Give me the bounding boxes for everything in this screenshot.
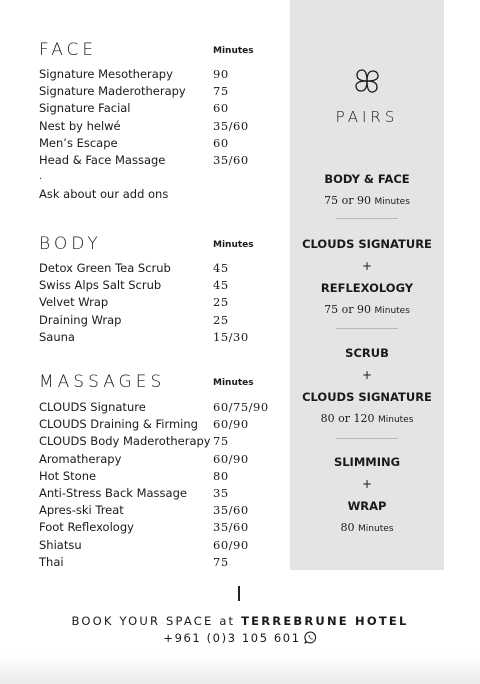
package-duration: 80 or 120 Minutes [320,412,414,425]
massages-list [39,400,299,572]
massages-title: MASSAGES [39,372,166,392]
plus-sign: + [361,259,373,273]
treatment-minutes: 35 [213,485,229,500]
treatment-minutes: 35/60 [213,503,249,518]
list-item [39,67,299,84]
treatment-minutes: 60 [213,101,229,116]
treatment-minutes: 60 [213,135,229,150]
list-item [39,278,299,295]
package-duration: 80 Minutes [340,521,394,534]
divider [336,328,398,329]
treatment-minutes: 80 [213,468,229,483]
treatment-minutes: 60/90 [213,537,249,552]
list-item [39,261,299,278]
face-title: FACE [39,40,98,60]
add-ons-note: Ask about our add ons [39,187,169,201]
whatsapp-icon[interactable] [304,631,317,644]
plus-sign: + [361,477,373,491]
vertical-separator [238,586,240,601]
treatment-minutes: 45 [213,278,229,293]
list-item [39,119,299,136]
booking-text: BOOK YOUR SPACE at [71,614,236,628]
treatment-name: Detox Green Tea Scrub [39,261,171,275]
plus-sign: + [361,368,373,382]
package-name: SCRUB [345,346,389,360]
treatment-name: Nest by helwé [39,118,121,133]
body-title: BODY [39,234,102,254]
treatment-minutes: 75 [213,434,229,449]
list-item [39,503,299,520]
treatment-name: Velvet Wrap [39,295,109,310]
list-item [39,486,299,503]
clover-icon [353,67,381,95]
treatment-name: CLOUDS Body Maderotherapy [39,434,211,449]
face-minutes-header: Minutes [213,46,254,56]
treatment-name: Signature Maderotherapy [39,84,186,99]
phone-number[interactable]: +961 (0)3 105 601 [163,631,301,645]
treatment-minutes: 75 [213,84,229,99]
phone-line[interactable] [0,631,480,645]
treatment-minutes: 60/90 [213,451,249,466]
package-name: CLOUDS SIGNATURE [302,390,432,404]
list-item [39,295,299,312]
face-list [39,67,299,170]
treatment-minutes: 60/90 [213,417,249,432]
treatment-name: Swiss Alps Salt Scrub [39,278,162,293]
package-name: SLIMMING [333,455,401,469]
treatment-name: Draining Wrap [39,312,122,327]
list-item [39,84,299,101]
treatment-minutes: 25 [213,312,229,327]
treatment-name: Signature Facial [39,101,131,116]
list-item [39,330,299,347]
treatment-minutes: 35/60 [213,118,249,133]
booking-line [0,614,480,628]
separator-dot: . [39,171,43,182]
list-item [39,101,299,118]
treatment-name: Hot Stone [39,468,97,483]
treatment-name: Sauna [39,329,75,344]
package-duration: 75 or 90 Minutes [324,194,410,207]
treatment-minutes: 25 [213,295,229,310]
treatment-name: CLOUDS Draining & Firming [39,417,198,432]
list-item [39,417,299,434]
massages-minutes-header: Minutes [213,378,254,388]
treatment-minutes: 35/60 [213,520,249,535]
package-name: CLOUDS SIGNATURE [302,237,432,251]
list-item [39,520,299,537]
treatment-name: Apres-ski Treat [39,503,124,518]
package-name: REFLEXOLOGY [320,281,414,295]
treatment-name: Anti-Stress Back Massage [39,485,187,500]
package-duration: 75 or 90 Minutes [324,303,410,316]
list-item [39,136,299,153]
package-name: BODY & FACE [324,172,410,186]
treatment-minutes: 35/60 [213,152,249,167]
body-list [39,261,299,347]
treatment-name: Head & Face Massage [39,152,166,167]
treatment-name: Men’s Escape [39,135,118,150]
treatment-name: Shiatsu [39,537,82,552]
list-item [39,434,299,451]
bottom-shadow [0,654,480,684]
body-minutes-header: Minutes [213,240,254,250]
treatment-name: CLOUDS Signature [39,400,146,414]
treatment-name: Aromatherapy [39,451,122,466]
treatment-minutes: 60/75/90 [213,400,269,414]
treatment-minutes: 15/30 [213,329,249,344]
pairs-title: PAIRS [335,108,399,126]
treatment-name: Thai [39,554,64,569]
treatment-minutes: 75 [213,554,229,569]
list-item [39,153,299,170]
divider [336,218,398,219]
list-item [39,452,299,469]
package-name: WRAP [347,499,387,513]
list-item [39,469,299,486]
treatment-name: Signature Mesotherapy [39,67,173,81]
pairs-panel [290,0,444,570]
divider [336,438,398,439]
treatment-name: Foot Reflexology [39,520,134,535]
treatment-minutes: 90 [213,67,229,81]
list-item [39,538,299,555]
hotel-name: TERREBRUNE HOTEL [241,614,409,628]
list-item [39,313,299,330]
list-item [39,400,299,417]
list-item [39,555,299,572]
treatment-minutes: 45 [213,261,229,275]
